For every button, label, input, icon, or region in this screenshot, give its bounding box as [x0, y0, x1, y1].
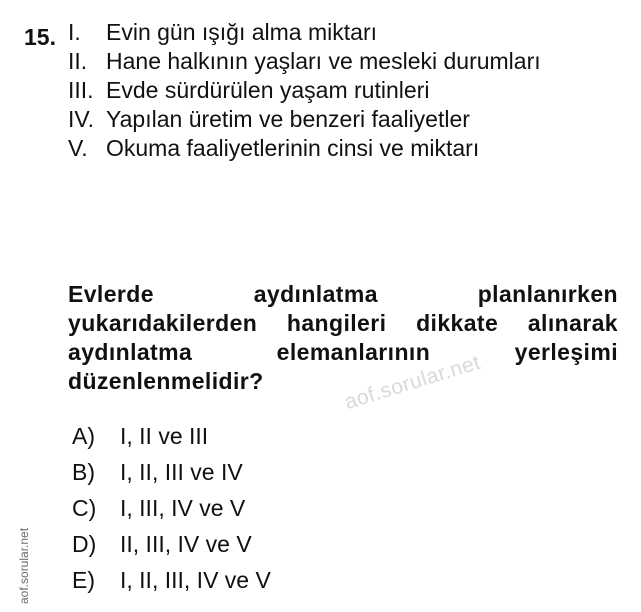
answer-option-d[interactable] [72, 526, 271, 562]
option-letter: A) [72, 423, 95, 449]
answer-option-a[interactable] [72, 418, 271, 454]
option-text: I, II, III, IV ve V [120, 567, 271, 593]
option-text: I, III, IV ve V [120, 495, 246, 521]
side-watermark-text: aof.sorular.net [17, 527, 31, 604]
statement-numeral: II. [68, 48, 88, 74]
watermark-text: aof.sorular.net [342, 350, 484, 414]
option-text: I, II ve III [120, 423, 209, 449]
statement-numeral: V. [68, 135, 88, 161]
option-letter: C) [72, 495, 97, 521]
statement-numeral: III. [68, 77, 94, 103]
question-number: 15. [24, 24, 56, 50]
answer-option-b[interactable] [72, 454, 271, 490]
statement-text: Okuma faaliyetlerinin cinsi ve miktarı [106, 135, 480, 161]
option-letter: B) [72, 459, 95, 485]
answer-option-e[interactable] [72, 562, 271, 598]
statement-item [68, 105, 620, 134]
answer-options [72, 418, 271, 598]
statement-text: Hane halkının yaşları ve mesleki durumları [106, 48, 541, 74]
question-stem: Evlerde aydınlatma planlanırken yukarıdakilerden hangileri dikkate alınarak aydınlatma elemanlarının yerleşimi düzenlenmelidir? [68, 281, 618, 394]
option-text: II, III, IV ve V [120, 531, 252, 557]
option-letter: D) [72, 531, 97, 557]
statement-text: Evde sürdürülen yaşam rutinleri [106, 77, 430, 103]
statement-text: Evin gün ışığı alma miktarı [106, 19, 377, 45]
option-text: I, II, III ve IV [120, 459, 243, 485]
statement-item [68, 18, 620, 47]
statement-item [68, 47, 620, 76]
statement-numeral: IV. [68, 106, 95, 132]
statement-item [68, 76, 620, 105]
statement-text: Yapılan üretim ve benzeri faaliyetler [106, 106, 470, 132]
answer-option-c[interactable] [72, 490, 271, 526]
statement-list [68, 18, 620, 163]
option-letter: E) [72, 567, 95, 593]
statement-numeral: I. [68, 19, 81, 45]
statement-item [68, 134, 620, 163]
